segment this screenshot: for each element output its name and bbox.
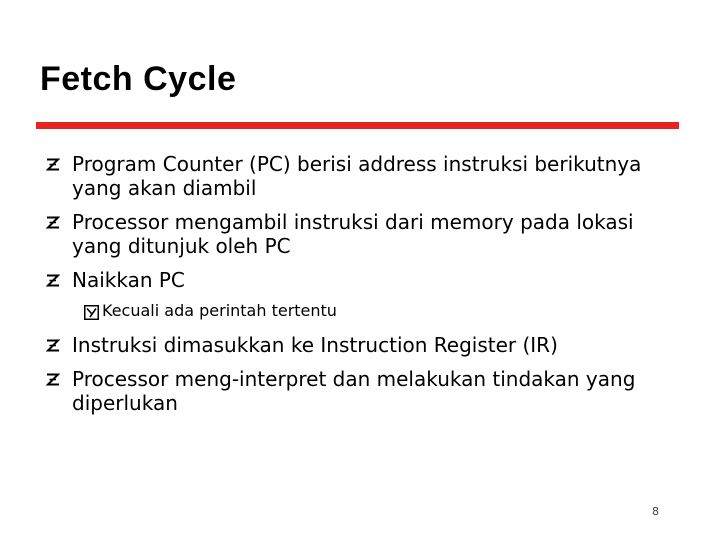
bullet-item [46,333,686,357]
bullet-item [46,367,686,415]
title-divider [36,122,679,129]
slide-title: Fetch Cycle [40,60,237,98]
bullet-item [46,268,686,292]
z-bullet-icon [46,268,66,292]
sub-bullet-text: Kecuali ada perintah tertentu [102,301,337,320]
sub-bullet-item [84,300,686,322]
bullet-text: Processor meng-interpret dan melakukan tindakan yang diperlukan [72,367,636,415]
z-bullet-icon [46,333,66,357]
bullet-text: Naikkan PC [72,268,185,292]
z-bullet-icon [46,210,66,234]
bullet-item [46,152,686,200]
z-bullet-icon [46,152,66,176]
bullet-list [46,152,686,425]
bullet-text: Instruksi dimasukkan ke Instruction Register (IR) [72,333,558,357]
z-bullet-icon [46,367,66,391]
bullet-item [46,210,686,258]
bullet-text: Program Counter (PC) berisi address instruksi berikutnya yang akan diambil [72,152,642,200]
checkbox-y-icon [84,304,99,319]
page-number: 8 [652,505,659,518]
bullet-text: Processor mengambil instruksi dari memory pada lokasi yang ditunjuk oleh PC [72,210,634,258]
